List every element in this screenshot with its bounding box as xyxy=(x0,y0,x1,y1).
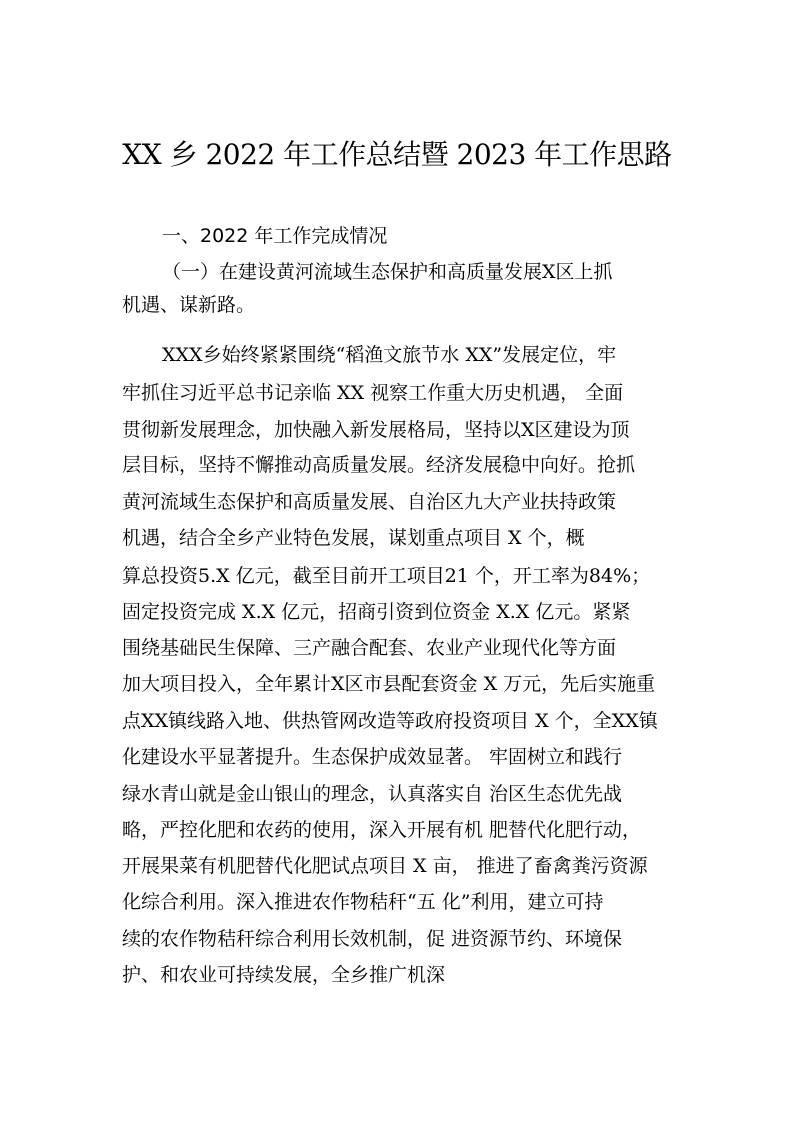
body-line-14: 略，严控化肥和农药的使用，深入开展有机 肥替代化肥行动， xyxy=(122,819,642,841)
body-line-12: 化建设水平显著提升。生态保护成效显著。 牢固树立和践行 xyxy=(122,746,623,768)
body-line-8: 固定投资完成 X.X 亿元，招商引资到位资金 X.X 亿元。紧紧 xyxy=(122,601,631,623)
body-line-17: 续的农作物秸秆综合利用长效机制，促 进资源节约、环境保 xyxy=(122,928,623,950)
subsection-heading-line-2: 机遇、谋新路。 xyxy=(122,294,256,316)
body-line-1: XXX乡始终紧紧围绕“稻渔文旅节水 XX”发展定位，牢 xyxy=(162,344,617,366)
body-line-11: 点XX镇线路入地、供热管网改造等政府投资项目 X 个，全XX镇 xyxy=(122,710,658,732)
document-title: XX 乡 2022 年工作总结暨 2023 年工作思路 xyxy=(122,138,672,171)
body-line-3: 贯彻新发展理念，加快融入新发展格局，坚持以X区建设为顶 xyxy=(122,419,630,441)
body-line-5: 黄河流域生态保护和高质量发展、自治区九大产业扶持政策 xyxy=(122,491,617,513)
body-line-4: 层目标，坚持不懈推动高质量发展。经济发展稳中向好。抢抓 xyxy=(122,454,636,476)
section-heading: 一、2022 年工作完成情况 xyxy=(162,225,388,247)
body-line-6: 机遇，结合全乡产业特色发展，谋划重点项目 X 个，概 xyxy=(122,527,585,549)
body-line-13: 绿水青山就是金山银山的理念，认真落实自 治区生态优先战 xyxy=(122,783,623,805)
body-line-16: 化综合利用。深入推进农作物秸秆“五 化”利用，建立可持 xyxy=(122,891,604,913)
body-line-2: 牢抓住习近平总书记亲临 XX 视察工作重大历史机遇， 全面 xyxy=(122,382,624,404)
body-line-15: 开展果菜有机肥替代化肥试点项目 X 亩， 推进了畜禽粪污资源 xyxy=(122,855,648,877)
body-line-10: 加大项目投入，全年累计X区市县配套资金 X 万元，先后实施重 xyxy=(122,673,656,695)
body-line-18: 护、和农业可持续发展，全乡推广机深 xyxy=(122,964,446,986)
body-line-7: 算总投资5.X 亿元，截至目前开工项目21 个，开工率为84%； xyxy=(122,565,651,587)
subsection-heading-line-1: （一）在建设黄河流域生态保护和高质量发展X区上抓 xyxy=(162,261,613,283)
body-line-9: 围绕基础民生保障、三产融合配套、农业产业现代化等方面 xyxy=(122,637,617,659)
